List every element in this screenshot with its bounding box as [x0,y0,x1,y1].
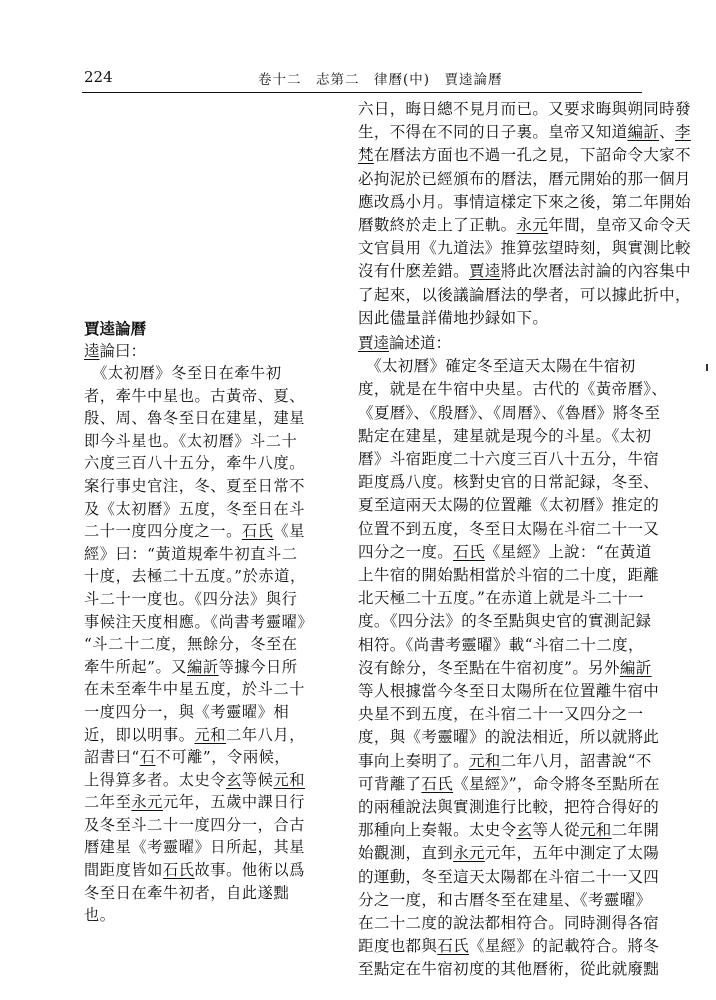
text-run: 曆數終於走上了正軌。 [358,216,517,235]
text-run: 在曆法方面也不過一孔之見，下詔命令大家不 [373,146,691,165]
text-line [358,703,648,726]
text-line [358,191,691,214]
text-run: “斗二十二度，無餘分，冬至在 [84,635,298,654]
text-line [358,284,691,307]
text-run: 斗二十一度也。《四分法》與行 [84,589,298,608]
text-run: 二年開 [611,821,660,840]
text-run: 生，不得在不同的日子裏。皇帝又知道 [358,123,628,142]
text-run: 年間，皇帝又命令天 [548,216,691,235]
text-line [358,260,691,283]
text-run: 沒有什麽差錯。 [358,262,469,281]
text-run: 在二十二度的說法都相符合。同時測得各宿 [358,914,660,933]
proper-noun: 元和 [194,725,227,744]
text-line [358,98,691,121]
text-line [358,842,660,865]
original-text-lines [84,362,328,927]
text-run: 分之一度，和古曆冬至在建星、《考靈曜》 [358,890,652,909]
text-line [358,425,652,448]
section-heading: 賈逵論曆 [84,319,147,338]
page-number: 224 [84,68,113,86]
text-run: 《星經》上說：“在黃道 [484,542,652,561]
text-line [358,214,691,237]
translation-continuation-lines [358,98,691,330]
proper-noun: 石氏 [162,861,195,880]
translation-speaker-label [358,332,648,355]
proper-noun: 編訢 [627,123,660,142]
text-line [84,543,328,566]
text-run: 的運動，冬至這天太陽都在斗宿二十一又四 [358,867,660,886]
proper-noun: 石 [139,748,156,767]
text-run: 相符。《尚書考靈曜》載“斗宿二十二度， [358,635,644,654]
proper-noun: 石氏 [421,774,454,793]
text-run: 那種向上奏報。太史令 [358,821,517,840]
text-run: 至點定在牛宿初度的其他曆術，從此就廢黜 [358,960,660,979]
text-run: 可背離了 [358,774,422,793]
text-line [84,407,328,430]
text-run: 了起來，以後議論曆法的學者，可以據此折中， [358,285,691,304]
text-line [358,726,660,749]
text-run: 等據今日所 [218,657,298,676]
text-run: 的兩種說法與實測進行比較，把符合得好的 [358,798,660,817]
text-line [358,564,660,587]
text-line [84,701,328,724]
text-line [84,904,328,927]
text-run: 《太初曆》冬至日在牽牛初 [84,364,282,382]
text-run: 距度爲八度。核對史官的日常記録，冬至、 [358,473,660,492]
text-run: 二年八月，詔書說“不 [500,751,652,770]
text-line [84,588,328,611]
text-run: 北天極二十五度。”在赤道上就是斗二十一 [358,589,644,608]
original-speaker-label [84,340,328,362]
text-line [84,520,328,543]
text-line [358,657,652,680]
text-run: 《星 [273,522,306,541]
text-run: 近，即以明事。 [84,725,195,744]
text-run: 案行事史官注，冬、夏至日常不 [84,476,306,495]
text-run: 也。 [84,906,116,925]
text-line [358,541,652,564]
text-line [358,144,691,167]
proper-noun: 賈逵 [358,334,390,352]
proper-noun: 永元 [131,793,163,812]
text-run: 六日，晦日總不見月而已。又要求晦與朔同時發 [358,100,691,118]
text-line [358,518,660,541]
text-line [84,882,328,905]
proper-noun: 元和 [468,751,501,770]
text-run: 在未至牽牛中星五度，於斗二十 [84,680,306,699]
text-run: 故事。他術以爲 [194,861,306,880]
text-line [358,121,691,144]
text-run: 詔書曰“ [84,748,140,767]
text-line [358,168,691,191]
text-line [84,859,328,882]
text-line [358,634,648,657]
text-run: 牽牛所起”。又 [84,657,188,676]
text-line [84,452,328,475]
text-line [84,814,328,837]
text-run: 應改爲小月。事情這樣定下來之後，第二年開始 [358,192,691,211]
text-line [358,958,660,981]
text-run: 將此次曆法討論的內容集中 [500,262,691,281]
text-run: 不可離”，令兩候， [155,748,291,767]
proper-noun: 李 [675,123,691,142]
proper-noun: 逵 [84,342,100,360]
proper-noun: 石氏 [453,542,485,561]
text-run: 曆建星《考靈曜》日所起，其星 [84,838,306,857]
text-run: 事向上奏明了。 [358,751,469,770]
text-run: 殷、周、魯冬至日在建星，建星 [84,409,306,428]
text-run: 及冬至斗二十一度四分一，合古 [84,815,306,834]
text-line [358,448,660,471]
translation-lines [358,355,668,981]
text-run: 冬至日在牽牛初者，自此遂黜 [84,883,290,902]
text-line [84,633,328,656]
proper-noun: 編訢 [187,657,219,676]
text-run: 等人從 [532,821,580,840]
text-run: 《太初曆》確定冬至這天太陽在牛宿初 [358,357,636,376]
text-line [358,587,648,610]
proper-noun: 賈逵 [468,262,501,281]
text-line [358,471,660,494]
text-line [84,362,328,385]
text-run: 元年，五歲中課日行 [162,793,306,812]
proper-noun: 玄 [516,821,533,840]
text-run: 因此儘量詳備地抄録如下。 [358,308,549,327]
text-run: 度，與《考靈曜》的說法相近，所以就將此 [358,728,660,747]
text-line [358,796,660,819]
text-line [84,611,328,634]
text-run: 十度，去極二十五度。”於赤道， [84,567,306,586]
text-run: 及《太初曆》五度，冬至日在斗 [84,499,306,518]
text-run: 者，牽牛中星也。古黃帝、夏、 [84,386,306,405]
proper-noun: 石氏 [241,522,274,541]
text-line [84,565,328,588]
text-line [358,935,660,958]
text-run: 《星經》的記載符合。將冬 [468,937,660,956]
text-run: 《星經》”，命令將冬至點所在 [453,774,660,793]
text-line [358,610,652,633]
text-line [84,656,328,679]
text-line [358,237,691,260]
proper-noun: 元和 [273,770,306,789]
proper-noun: 編訢 [619,658,652,677]
text-run: 間距度皆如 [84,861,163,880]
text-line [358,773,660,796]
text-line [84,724,328,747]
text-run: 、 [659,123,676,142]
text-line [84,385,328,408]
text-line [84,430,328,453]
text-line [358,378,668,401]
text-line [84,746,328,769]
text-run: 點定在建星，建星就是現今的斗星。《太初 [358,426,652,445]
translation-column [358,332,668,992]
text-run: 論曰： [99,342,147,360]
text-line [358,402,661,425]
proper-noun: 玄 [226,770,242,789]
text-run: 上得算多者。太史令 [84,770,227,789]
text-run: 度，就是在牛宿中央星。古代的《黃帝曆》、 [358,380,668,399]
text-run: 即今斗星也。《太初曆》斗二十 [84,431,298,450]
text-run: 夏至這兩天太陽的位置離《太初曆》推定的 [358,496,660,515]
text-line [84,769,328,792]
text-run: 距度也都與 [358,937,438,956]
text-line [84,791,328,814]
proper-noun: 梵 [358,146,374,165]
text-run: 一度四分一，與《考靈曜》相 [84,702,290,721]
translation-continuation [358,98,691,327]
text-run: 經》曰：“黃道規牽牛初直斗二 [84,544,298,563]
text-run: 六度三百八十五分，牽牛八度。 [84,454,306,473]
text-run: 《夏曆》、《殷曆》、《周曆》、《魯曆》將冬至 [358,403,661,422]
text-run: 元年，五年中測定了太陽 [484,844,660,863]
text-line [358,494,660,517]
text-run: 上牛宿的開始點相當於斗宿的二十度，距離 [358,566,660,585]
proper-noun: 石氏 [437,937,469,956]
text-run: 四分之一度。 [358,542,454,561]
original-text-column [84,318,328,925]
text-run: 二十一度四分度之一。 [84,522,242,541]
text-run: 曆》斗宿距度二十六度三百八十五分，牛宿 [358,450,660,469]
text-line [84,678,328,701]
text-line [358,866,660,889]
page-header [84,68,640,88]
text-line [358,889,652,912]
text-run: 始觀測，直到 [358,844,454,863]
text-line [358,355,648,378]
running-head: 卷十二 志第二 律曆(中) 賈逵論曆 [258,72,503,88]
text-line [358,307,648,330]
text-run: 二年至 [84,793,132,812]
proper-noun: 永元 [453,844,485,863]
text-line [84,836,328,859]
margin-mark [706,364,708,371]
text-line [358,680,660,703]
text-run: 等候 [241,770,274,789]
proper-noun: 永元 [516,216,549,235]
text-line [358,912,660,935]
text-line [84,475,328,498]
text-run: 度。《四分法》的冬至點與史官的實測記録 [358,612,652,631]
text-run: 沒有餘分，冬至點在牛宿初度”。另外 [358,658,620,677]
text-run: 位置不到五度，冬至日太陽在斗宿二十一又 [358,519,660,538]
header-rule [82,92,642,93]
text-run: 必拘泥於已經頒布的曆法，曆元開始的那一個月 [358,169,691,188]
text-run: 央星不到五度，在斗宿二十一又四分之一 [358,705,644,724]
text-run: 二年八月， [226,725,306,744]
text-line [84,498,328,521]
proper-noun: 元和 [579,821,612,840]
text-line [358,819,660,842]
text-line [358,750,652,773]
text-run: 等人根據當今冬至日太陽所在位置離牛宿中 [358,682,660,701]
text-run: 文官員用《九道法》推算弦望時刻，與實測比較 [358,239,691,258]
text-run: 論述道： [389,334,452,352]
text-run: 事候注天度相應。《尚書考靈曜》 [84,612,314,631]
